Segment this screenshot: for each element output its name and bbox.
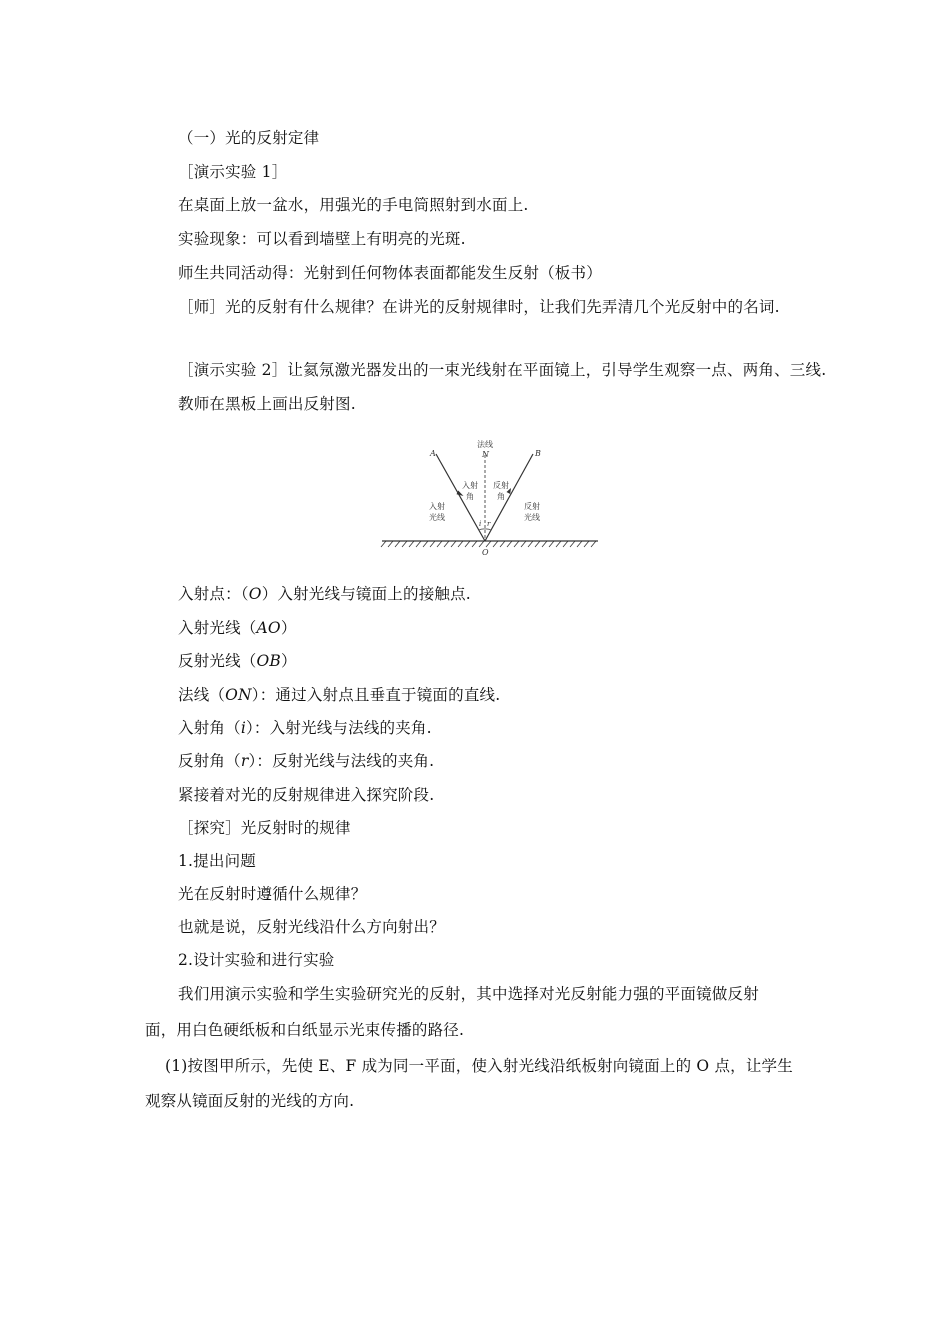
incident-ray bbox=[436, 454, 485, 541]
definition-text: ）入射光线与镜面上的接触点. bbox=[261, 585, 471, 603]
hatch-mark bbox=[549, 541, 554, 547]
text-line: 实验现象：可以看到墙壁上有明亮的光斑. bbox=[178, 230, 466, 248]
reflection-diagram bbox=[380, 433, 602, 563]
reflected-ray-label: 反射 bbox=[524, 502, 540, 511]
point-n-label: N bbox=[482, 450, 489, 459]
angle-i-label: i bbox=[479, 520, 482, 528]
definition-reflected-angle bbox=[178, 751, 434, 771]
text-line: 光在反射时遵循什么规律？ bbox=[178, 885, 367, 903]
hatch-mark bbox=[381, 541, 386, 547]
reflected-angle-arc bbox=[485, 529, 491, 530]
hatch-mark bbox=[591, 541, 596, 547]
definition-text: ）：通过入射点且垂直于镜面的直线. bbox=[251, 686, 501, 704]
definition-text: ）：反射光线与法线的夹角. bbox=[248, 752, 435, 770]
demo-2-line: ［演示实验 2］让氦氖激光器发出的一束光线射在平面镜上，引导学生观察一点、两角、三线. bbox=[178, 361, 827, 379]
step-1-heading: 1.提出问题 bbox=[178, 852, 256, 870]
definition-text: 反射光线（ bbox=[178, 652, 257, 670]
hatch-mark bbox=[563, 541, 568, 547]
definition-text: ） bbox=[281, 652, 297, 670]
hatch-mark bbox=[458, 541, 463, 547]
definition-text: ） bbox=[280, 619, 297, 637]
hatch-mark bbox=[535, 541, 540, 547]
hatch-mark bbox=[395, 541, 400, 547]
hatch-mark bbox=[514, 541, 519, 547]
incident-ray-label: 光线 bbox=[429, 513, 445, 522]
hatch-mark bbox=[493, 541, 498, 547]
hatch-mark bbox=[402, 541, 407, 547]
hatch-mark bbox=[528, 541, 533, 547]
angle-r-label: r bbox=[487, 520, 491, 528]
step-2-heading: 2.设计实验和进行实验 bbox=[178, 951, 335, 969]
definition-reflected-ray bbox=[178, 651, 297, 671]
hatch-mark bbox=[388, 541, 393, 547]
variable: O bbox=[248, 585, 262, 603]
hatch-mark bbox=[486, 541, 491, 547]
reflected-angle-label: 角 bbox=[497, 492, 505, 501]
variable: r bbox=[240, 752, 249, 770]
definition-text: 法线（ bbox=[178, 686, 226, 704]
hatch-mark bbox=[584, 541, 589, 547]
text-line: 教师在黑板上画出反射图. bbox=[178, 395, 356, 413]
mirror-hatching bbox=[381, 541, 596, 547]
text-line: ［师］光的反射有什么规律？在讲光的反射规律时，让我们先弄清几个光反射中的名词. bbox=[178, 298, 780, 316]
hatch-mark bbox=[521, 541, 526, 547]
definition-normal bbox=[178, 685, 500, 705]
hatch-mark bbox=[542, 541, 547, 547]
hatch-mark bbox=[479, 541, 484, 547]
demo-1-label: ［演示实验 1］ bbox=[178, 163, 288, 181]
point-a-label: A bbox=[430, 449, 436, 458]
reflection-diagram-svg bbox=[380, 433, 602, 563]
hatch-mark bbox=[556, 541, 561, 547]
variable: ON bbox=[225, 686, 252, 704]
hatch-mark bbox=[430, 541, 435, 547]
point-b-label: B bbox=[535, 449, 541, 458]
paragraph-line: (1)按图甲所示，先使 E、F 成为同一平面，使入射光线沿纸板射向镜面上的 O 点，让学生 bbox=[165, 1057, 793, 1075]
definition-text: ）：入射光线与法线的夹角. bbox=[245, 719, 432, 737]
hatch-mark bbox=[500, 541, 505, 547]
hatch-mark bbox=[444, 541, 449, 547]
reflected-ray-label: 光线 bbox=[524, 513, 540, 522]
incident-angle-arc bbox=[479, 529, 485, 530]
text-line: 在桌面上放一盆水，用强光的手电筒照射到水面上. bbox=[178, 196, 529, 214]
paragraph-line: 面，用白色硬纸板和白纸显示光束传播的路径. bbox=[145, 1021, 465, 1039]
variable: i bbox=[240, 719, 246, 737]
definition-text: 入射点：（ bbox=[178, 585, 249, 603]
text-line: 紧接着对光的反射规律进入探究阶段. bbox=[178, 786, 435, 804]
normal-label: 法线 bbox=[477, 440, 493, 449]
explore-heading: ［探究］光反射时的规律 bbox=[178, 819, 351, 837]
hatch-mark bbox=[507, 541, 512, 547]
definition-incident-ray bbox=[178, 618, 297, 638]
definition-text: 反射角（ bbox=[178, 752, 241, 770]
reflected-angle-label: 反射 bbox=[493, 481, 509, 490]
definition-text: 入射角（ bbox=[178, 719, 241, 737]
text-line: 师生共同活动得：光射到任何物体表面都能发生反射（板书） bbox=[178, 264, 602, 282]
hatch-mark bbox=[472, 541, 477, 547]
incident-ray-label: 入射 bbox=[429, 502, 445, 511]
definition-incident-point bbox=[178, 584, 471, 604]
point-o-label: O bbox=[482, 548, 489, 557]
hatch-mark bbox=[409, 541, 414, 547]
incident-angle-label: 入射 bbox=[462, 481, 478, 490]
hatch-mark bbox=[423, 541, 428, 547]
definition-text: 入射光线（ bbox=[178, 619, 257, 637]
hatch-mark bbox=[577, 541, 582, 547]
definition-incident-angle bbox=[178, 718, 432, 738]
hatch-mark bbox=[416, 541, 421, 547]
incident-angle-label: 角 bbox=[466, 492, 474, 501]
hatch-mark bbox=[451, 541, 456, 547]
reflected-ray bbox=[485, 454, 533, 541]
hatch-mark bbox=[570, 541, 575, 547]
variable: OB bbox=[256, 652, 282, 670]
text-line: 也就是说，反射光线沿什么方向射出？ bbox=[178, 918, 445, 936]
paragraph-line: 观察从镜面反射的光线的方向. bbox=[145, 1092, 355, 1110]
section-heading: （一）光的反射定律 bbox=[178, 129, 320, 147]
variable: AO bbox=[256, 619, 281, 637]
paragraph-line: 我们用演示实验和学生实验研究光的反射，其中选择对光反射能力强的平面镜做反射 bbox=[178, 985, 759, 1003]
hatch-mark bbox=[437, 541, 442, 547]
hatch-mark bbox=[465, 541, 470, 547]
